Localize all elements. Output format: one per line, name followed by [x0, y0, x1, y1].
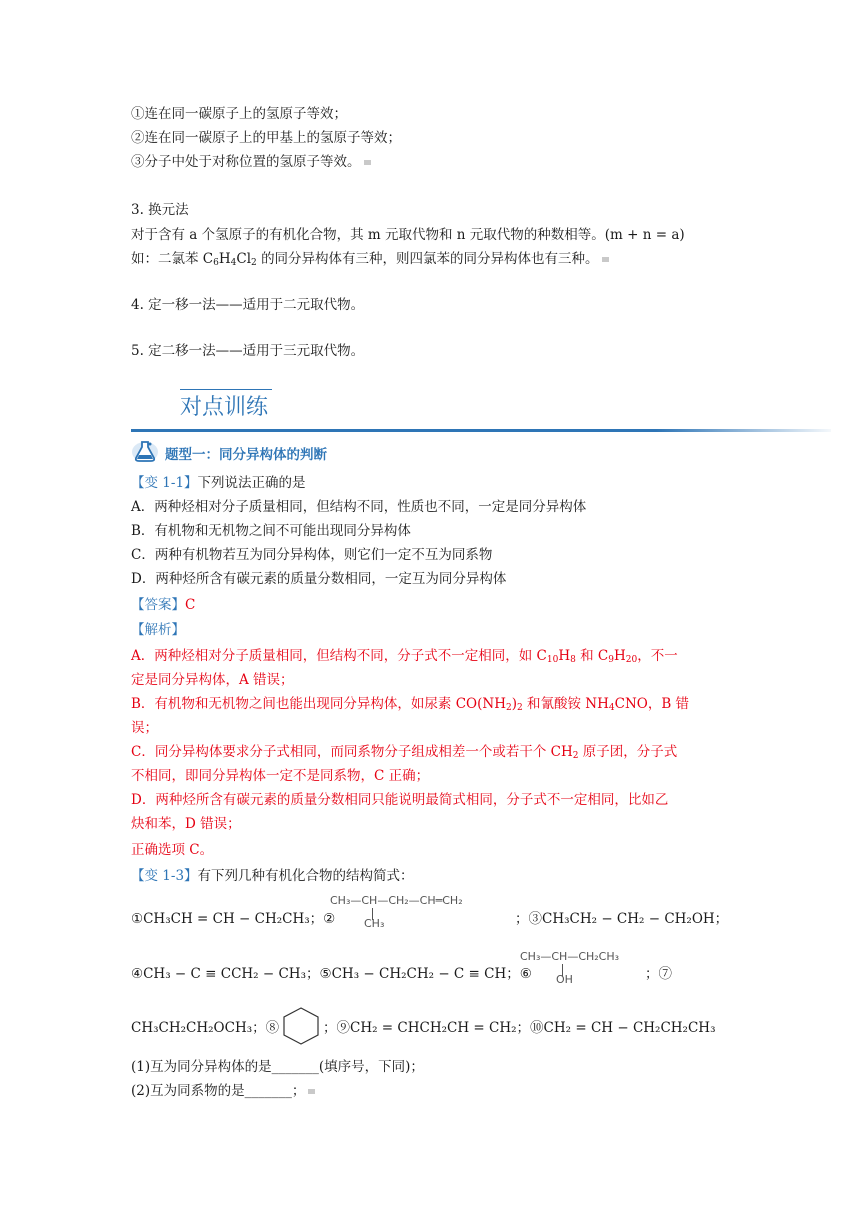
- method5: 5. 定二移一法——适用于三元取代物。: [131, 343, 365, 359]
- rule-3: ③分子中处于对称位置的氢原子等效。: [131, 152, 371, 172]
- rule-1: ①连在同一碳原子上的氢原子等效；: [131, 106, 347, 122]
- watermark-mark: [602, 257, 609, 262]
- analysis-d-line2: 炔和苯，D 错误；: [131, 816, 241, 832]
- compound-4-5: ④CH₃ − C ≡ CCH₂ − CH₃；⑤CH₃ − CH₂CH₂ − C ≡ CH；⑥: [131, 966, 532, 982]
- compound-7-8: CH₃CH₂CH₂OCH₃；⑧: [131, 1020, 280, 1036]
- watermark-mark: [364, 160, 371, 165]
- method3-line1: 对于含有 a 个氢原子的有机化合物，其 m 元取代物和 n 元取代物的种数相等。(m + n = a): [131, 227, 685, 243]
- compound-3: ；③CH₃CH₂ − CH₂ − CH₂OH；: [515, 911, 729, 927]
- analysis-a-line1: A．两种烃相对分子质量相同，但结构不同，分子式不一定相同，如 $C_{10}H_8$ 和 $C_9H_{20}$，不一: [131, 648, 678, 665]
- q2-sub2: (2)互为同系物的是_______；: [131, 1081, 315, 1101]
- method3-title: 3. 换元法: [131, 202, 189, 218]
- section-divider: [131, 429, 831, 432]
- question-type-header: [131, 440, 327, 466]
- compound-6-structure: CH₃—CH—CH₂CH₃ OH: [520, 950, 620, 986]
- flask-icon: [131, 438, 159, 468]
- method3-line2: 如：二氯苯 $C_6H_4Cl_2$ 的同分异构体有三种，则四氯苯的同分异构体也有三种。: [131, 249, 609, 269]
- analysis-conclusion: 正确选项 C。: [131, 842, 214, 858]
- q1-option-c: C．两种有机物若互为同分异构体，则它们一定不互为同系物: [131, 547, 493, 563]
- q1-option-d: D．两种烃所含有碳元素的质量分数相同，一定互为同分异构体: [131, 571, 507, 587]
- compound-9-10: ；⑨CH₂ = CHCH₂CH = CH₂；⑩CH₂ = CH − CH₂CH₂CH₃: [323, 1020, 716, 1036]
- rule-2: ②连在同一碳原子上的甲基上的氢原子等效；: [131, 130, 401, 146]
- compound-1-2: ①CH₃CH = CH − CH₂CH₃；②: [131, 911, 336, 927]
- watermark-mark: [308, 1089, 315, 1094]
- question-type-label: 题型一：同分异构体的判断: [165, 447, 327, 463]
- method4: 4. 定一移一法——适用于二元取代物。: [131, 297, 365, 313]
- analysis-a-line2: 定是同分异构体，A 错误；: [131, 672, 294, 688]
- q1-option-a: A．两种烃相对分子质量相同，但结构不同，性质也不同，一定是同分异构体: [131, 499, 587, 515]
- q1-answer: 【答案】C: [131, 597, 196, 613]
- q1-analysis-label: 【解析】: [131, 622, 185, 638]
- analysis-c-line2: 不相同，即同分异构体一定不是同系物，C 正确；: [131, 768, 430, 784]
- analysis-c-line1: C．同分异构体要求分子式相同，而同系物分子组成相差一个或若干个 $CH_2$ 原子团，分子式: [131, 744, 678, 761]
- q2-stem: 【变 1-3】有下列几种有机化合物的结构简式：: [131, 868, 414, 884]
- analysis-b-line1: B．有机物和无机物之间也能出现同分异构体，如尿素 $CO(NH_2)_2$ 和氰酸铵 $NH_4CNO$，B 错: [131, 696, 690, 713]
- q1-option-b: B．有机物和无机物之间不可能出现同分异构体: [131, 523, 411, 539]
- analysis-d-line1: D．两种烃所含有碳元素的质量分数相同只能说明最简式相同，分子式不一定相同，比如乙: [131, 792, 669, 808]
- q1-stem: 【变 1-1】下列说法正确的是: [131, 475, 306, 491]
- compound-7-label: ；⑦: [645, 966, 672, 982]
- analysis-b-line2: 误；: [131, 720, 158, 736]
- compound-2-structure: CH₃—CH—CH₂—CH═CH₂ CH₃: [330, 894, 463, 930]
- cyclohexane-icon: [281, 1005, 321, 1051]
- section-title: 对点训练: [180, 395, 269, 420]
- q2-sub1: (1)互为同分异构体的是_______(填序号，下同)；: [131, 1059, 424, 1075]
